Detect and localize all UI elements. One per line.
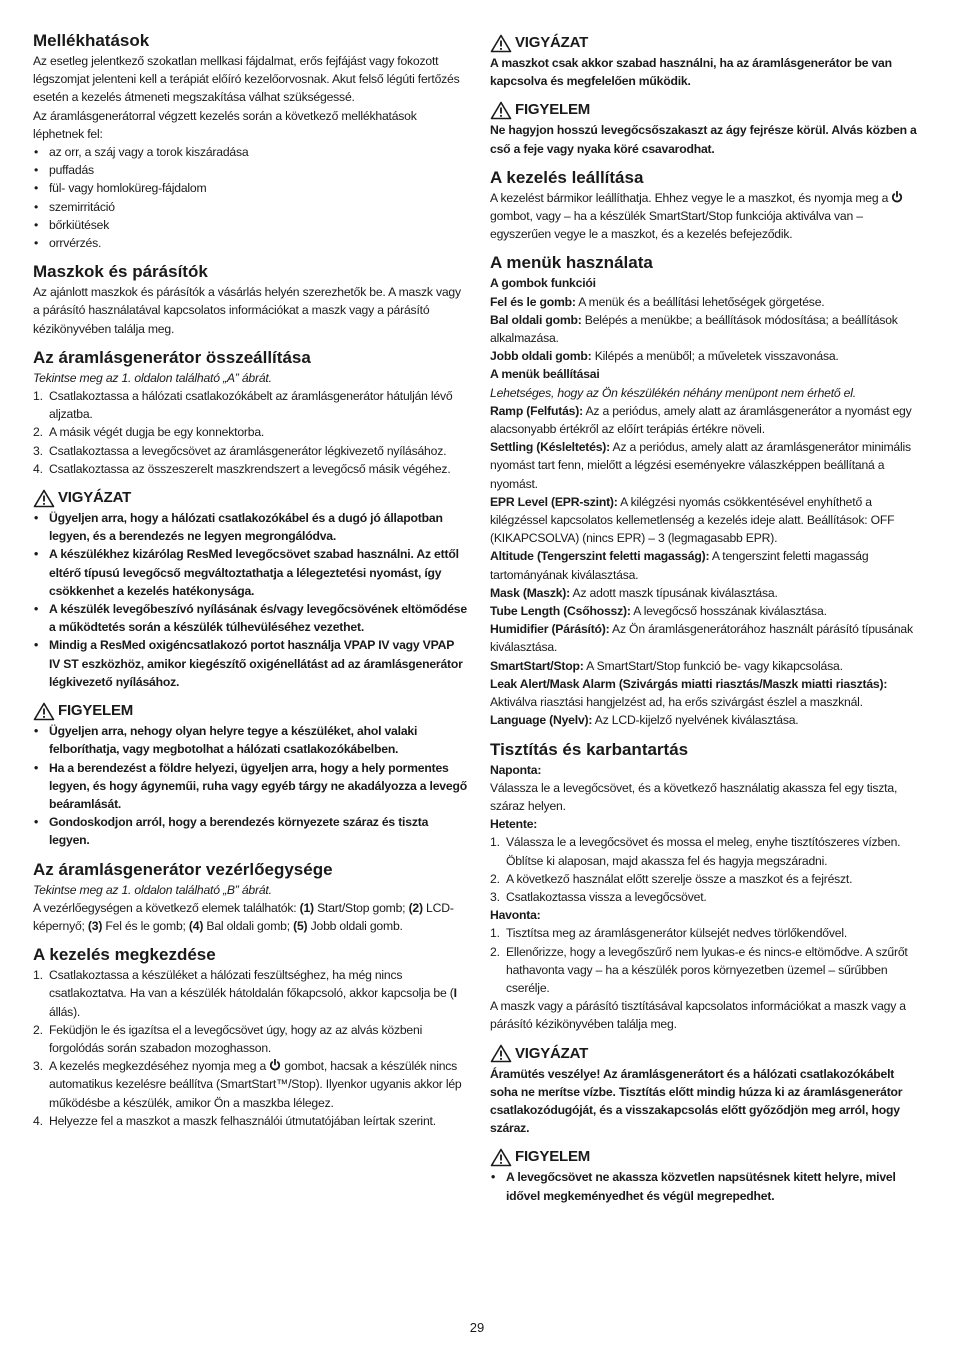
note: Lehetséges, hogy az Ön készülékén néhány menüpont nem érhető el.	[490, 385, 856, 400]
caution-box	[490, 99, 922, 157]
warning-triangle-icon	[490, 1044, 512, 1063]
heading-side-effects: Mellékhatások	[33, 31, 150, 50]
list-item: • Mindig a ResMed oxigéncsatlakozó portot használja VPAP IV vagy VPAP IV ST eszközhöz, amikor kiegészítő oxigénellátást ad az áramlásgenerátor légkivezető nyílásához.	[33, 636, 468, 691]
side-effects-list	[33, 143, 468, 252]
caution-title: FIGYELEM	[58, 702, 134, 720]
warning-box	[33, 487, 468, 691]
heading-menus: A menük használata	[490, 253, 653, 273]
paragraph: Az ajánlott maszkok és párásítók a vásárlás helyén szerezhetők be. A maszk vagy a párásító használatával kapcsolatos információkat a maszk vagy a párásító kézikönyvében találja meg.	[33, 285, 461, 336]
power-icon	[269, 1059, 281, 1071]
definition: SmartStart/Stop: A SmartStart/Stop funkció be- vagy kikapcsolása.	[490, 658, 843, 673]
warning-title: VIGYÁZAT	[58, 489, 132, 507]
figure-reference: Tekintse meg az 1. oldalon található „A” ábrát.	[33, 370, 272, 385]
right-column	[490, 30, 922, 1205]
subheading: A gombok funkciói	[490, 276, 596, 291]
paragraph: Az esetleg jelentkező szokatlan mellkasi fájdalmat, erős fejfájást vagy fokozott légszomjat jelenteni kell a terápiát előíró kezelőorvosnak. Akut felső légúti fertőzés esetén a kezelés átmeneti megszakítása válhat szükségessé.	[33, 54, 460, 105]
list-item: • Ha a berendezést a földre helyezi, ügyeljen arra, hogy a hely pormentes legyen, és hogy ágyneműi, ruha vagy egyéb tárgy ne akadályozza a levegő beáramlását.	[33, 759, 468, 814]
list-item: • fül- vagy homloküreg-fájdalom	[33, 179, 468, 197]
definition: Tube Length (Csőhossz): A levegőcső hosszának kiválasztása.	[490, 604, 827, 619]
warning-text: Áramütés veszélye! Az áramlásgenerátort és a hálózati csatlakozókábelt soha ne merítse vízbe. Tisztítás előtt mindig húzza ki az áramlásgenerátor csatlakozódugóját, és a visszakapcsolás előtt győződjön meg arról, hogy száraz.	[490, 1066, 903, 1136]
definition: Bal oldali gomb: Belépés a menükbe; a beállítások módosítása; a beállítások alkalmazása.	[490, 312, 898, 346]
list-item: • A levegőcsövet ne akassza közvetlen napsütésnek kitett helyre, mivel idővel megkeményedhet és végül megrepedhet.	[490, 1168, 922, 1204]
caution-text: Ne hagyjon hosszú levegőcsőszakaszt az ágy fejrésze körül. Alvás közben a cső a feje vagy nyaka köré csavarodhat.	[490, 123, 917, 156]
list-item: 2. Ellenőrizze, hogy a levegőszűrő nem lyukas-e és nincs-e eltömődve. A szűrőt hathavonta vagy – ha a készülék poros környezetben üzemel – sűrűbben cserélje.	[490, 944, 908, 995]
list-item: 2. A másik végét dugja be egy konnektorba.	[33, 425, 265, 440]
warning-triangle-icon	[33, 489, 55, 508]
list-item: • puffadás	[33, 161, 468, 179]
paragraph: A maszk vagy a párásító tisztításával kapcsolatos információkat a maszk vagy a párásító kézikönyvében találja meg.	[490, 999, 906, 1032]
definition: EPR Level (EPR-szint): A kilégzési nyomás csökkentésével enyhíthető a kilégzéssel kapcsolatos kellemetlenség a kezelés ideje alatt. Beállítások: OFF (KIKAPCSOLVA) (nincs EPR) – 3 (legmagasabb EPR).	[490, 494, 895, 546]
start-steps	[33, 966, 468, 1130]
list-item: 4. Csatlakoztassa az összeszerelt maszkrendszert a levegőcső másik végéhez.	[33, 461, 451, 476]
list-item: • Ügyeljen arra, hogy a hálózati csatlakozókábel és a dugó jó állapotban legyen, és a berendezés ne legyen megrongálódva.	[33, 509, 468, 545]
list-item: • az orr, a száj vagy a torok kiszáradása	[33, 143, 468, 161]
warning-box	[490, 32, 922, 90]
subheading: Naponta:	[490, 762, 542, 777]
list-item: • bőrkiütések	[33, 216, 468, 234]
subheading: Hetente:	[490, 817, 538, 832]
warning-title: VIGYÁZAT	[515, 1044, 589, 1062]
warning-title: VIGYÁZAT	[515, 34, 589, 51]
list-item: • A készülék levegőbeszívó nyílásának és/vagy levegőcsövének eltömődése a működtetés során a készülék túlhevüléséhez vezethet.	[33, 600, 468, 636]
list-item: 2. A következő használat előtt szerelje össze a maszkot és a fejrészt.	[490, 871, 853, 886]
subheading: Havonta:	[490, 908, 541, 923]
heading-stop-therapy: A kezelés leállítása	[490, 167, 644, 187]
heading-controls: Az áramlásgenerátor vezérlőegysége	[33, 859, 333, 879]
warning-triangle-icon	[33, 702, 55, 721]
caution-box	[490, 1146, 922, 1204]
heading-setup: Az áramlásgenerátor összeállítása	[33, 347, 311, 367]
power-icon	[891, 191, 903, 203]
list-item: • Gondoskodjon arról, hogy a berendezés környezete száraz és tiszta legyen.	[33, 813, 468, 849]
list-item: • szemirritáció	[33, 198, 468, 216]
caution-box	[33, 700, 468, 849]
page-number: 29	[469, 1320, 485, 1335]
definition: Fel és le gomb: A menük és a beállítási lehetőségek görgetése.	[490, 294, 825, 309]
definition: Jobb oldali gomb: Kilépés a menüből; a műveletek visszavonása.	[490, 349, 839, 364]
list-item: 4. Helyezze fel a maszkot a maszk felhasználói útmutatójában leírtak szerint.	[33, 1113, 436, 1128]
list-item: • orrvérzés.	[33, 234, 468, 252]
caution-title: FIGYELEM	[515, 1148, 591, 1166]
left-column	[33, 30, 468, 1130]
heading-masks: Maszkok és párásítók	[33, 262, 208, 282]
list-item: 1. Tisztítsa meg az áramlásgenerátor külsejét nedves törlőkendővel.	[490, 926, 848, 941]
list-item: 1. Válassza le a levegőcsövet és mossa el meleg, enyhe tisztítószeres vízben. Öblítse ki alaposan, majd akassza fel és hagyja megszáradni.	[490, 835, 901, 868]
warning-text: A maszkot csak akkor szabad használni, ha az áramlásgenerátor be van kapcsolva és megfelelően működik.	[490, 56, 892, 89]
definition: Leak Alert/Mask Alarm (Szivárgás miatti riasztás/Maszk miatti riasztás): Aktiválva riasztási hangjelzést ad, ha erős szivárgást észlel a maszknál.	[490, 676, 888, 710]
list-item: 1. Csatlakoztassa a hálózati csatlakozókábelt az áramlásgenerátor hátulján lévő aljzatba.	[33, 389, 453, 422]
subheading: A menük beállításai	[490, 367, 600, 382]
list-item: • Ügyeljen arra, nehogy olyan helyre tegye a készüléket, ahol valaki felboríthatja, vagy megbotolhat a hálózati csatlakozókábelben.	[33, 722, 468, 758]
definition: Altitude (Tengerszint feletti magasság): A tengerszint feletti magasság tartományának kiválasztása.	[490, 549, 869, 582]
warning-triangle-icon	[490, 1148, 512, 1167]
definition: Humidifier (Párásító): Az Ön áramlásgenerátorához használt párásító típusának kiválasztása.	[490, 622, 913, 655]
list-item: 1. Csatlakoztassa a készüléket a hálózati feszültséghez, ha még nincs csatlakoztatva. Ha van a készülék hátoldalán főkapcsoló, akkor kapcsolja be (I állás).	[33, 968, 457, 1019]
list-item: • A készülékhez kizárólag ResMed levegőcsövet szabad használni. Az ettől eltérő típusú levegőcső megváltoztathatja a lélegeztetési nyomást, így csökkenhet a kezelés hatékonysága.	[33, 545, 468, 600]
paragraph: A vezérlőegységen a következő elemek találhatók: (1) Start/Stop gomb; (2) LCD-képernyő; (3) Fel és le gomb; (4) Bal oldali gomb; (5) Jobb oldali gomb.	[33, 900, 454, 933]
paragraph: Válassza le a levegőcsövet, és a következő használatig akassza fel egy tiszta, száraz helyen.	[490, 780, 898, 813]
list-item: 3. A kezelés megkezdéséhez nyomja meg a gombot, hacsak a készülék nincs automatikus kezelésre beállítva (SmartStart™/Stop). Ilyenkor ugyanis akkor lép működésbe a készülék, amikor Ön a maszkba lélegez.	[33, 1059, 462, 1110]
list-item: 3. Csatlakoztassa a levegőcsövet az áramlásgenerátor légkivezető nyílásához.	[33, 443, 447, 458]
list-item: 3. Csatlakoztassa vissza a levegőcsövet.	[490, 889, 707, 904]
setup-steps	[33, 387, 468, 478]
warning-triangle-icon	[490, 34, 512, 53]
warning-box	[490, 1043, 922, 1138]
heading-start-therapy: A kezelés megkezdése	[33, 945, 216, 965]
definition: Ramp (Felfutás): Az a periódus, amely alatt az áramlásgenerátor a nyomást egy alacsonyabb értékről az előírt terápiás értékre növeli.	[490, 403, 912, 437]
caution-title: FIGYELEM	[515, 101, 591, 119]
definition: Settling (Késleltetés): Az a periódus, amely alatt az áramlásgenerátor minimális nyomást tart fenn, mielőtt a légzési eseményekre válaszképpen beállítaná a nyomást.	[490, 440, 911, 491]
heading-cleaning: Tisztítás és karbantartás	[490, 739, 689, 759]
monthly-steps	[490, 924, 922, 997]
definition: Language (Nyelv): Az LCD-kijelző nyelvének kiválasztása.	[490, 713, 799, 728]
paragraph: Az áramlásgenerátorral végzett kezelés során a következő mellékhatások léphetnek fel:	[33, 108, 417, 141]
warning-triangle-icon	[490, 101, 512, 120]
weekly-steps	[490, 833, 922, 906]
paragraph: A kezelést bármikor leállíthatja. Ehhez vegye le a maszkot, és nyomja meg a gombot, vagy – ha a készülék SmartStart/Stop funkciója aktiválva van – egyszerűen vegye le a maszkot, és a kezelés befejeződik.	[490, 189, 922, 244]
list-item: 2. Feküdjön le és igazítsa el a levegőcsövet úgy, hogy az az alvás közbeni forgolódás során szabadon mozoghasson.	[33, 1022, 423, 1055]
figure-reference: Tekintse meg az 1. oldalon található „B” ábrát.	[33, 882, 272, 897]
definition: Mask (Maszk): Az adott maszk típusának kiválasztása.	[490, 585, 778, 600]
